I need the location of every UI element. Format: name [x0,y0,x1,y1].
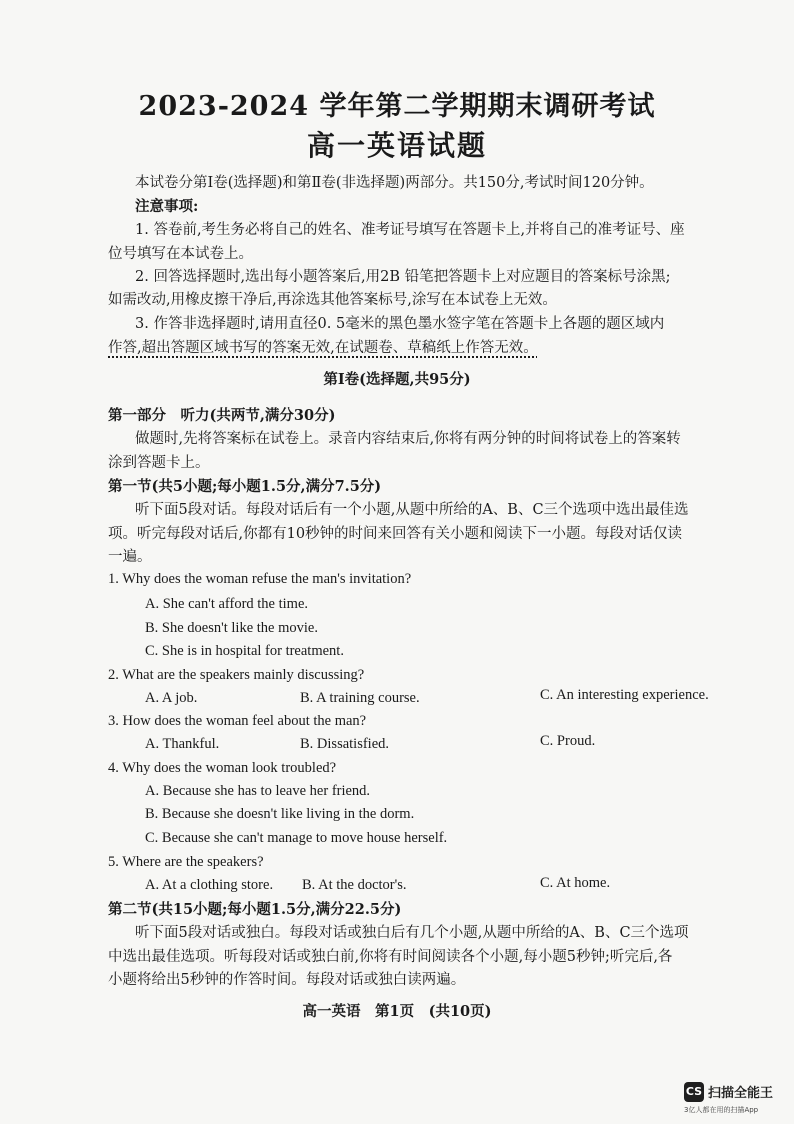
section1-heading: 第一节(共5小题;每小题1.5分,满分7.5分) [108,478,382,495]
note-1b: 位号填写在本试卷上。 [108,246,253,262]
exam-title: 2023-2024 学年第二学期期末调研考试 [138,91,656,122]
question-5-option-a: A. At a clothing store. [145,877,274,893]
volume1-heading: 第Ⅰ卷(选择题,共95分) [323,371,471,388]
question-4-option-b: B. Because she doesn't like living in the dorm. [145,806,415,822]
intro-summary: 本试卷分第Ⅰ卷(选择题)和第Ⅱ卷(非选择题)两部分。共150分,考试时间120分钟。 [135,175,654,191]
part1-heading: 第一部分 听力(共两节,满分30分) [108,407,336,424]
section2-desc-b: 中选出最佳选项。听每段对话或独白前,你将有时间阅读各个小题,每小题5秒钟;听完后,各 [108,949,673,965]
question-1-stem: 1. Why does the woman refuse the man's invitation? [108,571,412,587]
note-3b: 作答,超出答题区域书写的答案无效,在试题卷、草稿纸上作答无效。 [108,340,538,356]
question-5-option-c: C. At home. [540,875,611,891]
camscanner-watermark: 扫描全能王 [708,1086,774,1101]
note-2b: 如需改动,用橡皮擦干净后,再涂选其他答案标号,涂写在本试卷上无效。 [108,292,557,308]
part1-desc-a: 做题时,先将答案标在试卷上。录音内容结束后,你将有两分钟的时间将试卷上的答案转 [135,431,681,447]
note-3a: 3. 作答非选择题时,请用直径0. 5毫米的黑色墨水签字笔在答题卡上各题的题区域内 [135,316,665,332]
question-3-stem: 3. How does the woman feel about the man? [108,713,367,729]
question-2-option-c: C. An interesting experience. [540,687,709,703]
question-3-option-a: A. Thankful. [145,736,220,752]
question-2-stem: 2. What are the speakers mainly discussing? [108,667,365,683]
question-4-stem: 4. Why does the woman look troubled? [108,760,337,776]
question-1-option-a: A. She can't afford the time. [145,596,309,612]
question-5-option-b: B. At the doctor's. [302,877,407,893]
notes-title: 注意事项: [135,198,199,215]
page-footer: 高一英语 第1页 (共10页) [302,1003,492,1020]
question-1-option-b: B. She doesn't like the movie. [145,620,318,636]
question-1-option-c: C. She is in hospital for treatment. [145,643,344,659]
question-4-option-c: C. Because she can't manage to move house herself. [145,830,448,846]
note-1a: 1. 答卷前,考生务必将自己的姓名、准考证号填写在答题卡上,并将自己的准考证号、座 [135,222,685,238]
section2-desc-a: 听下面5段对话或独白。每段对话或独白后有几个小题,从题中所给的A、B、C三个选项 [135,925,689,941]
note-2a: 2. 回答选择题时,选出每小题答案后,用2B 铅笔把答题卡上对应题目的答案标号涂黑; [135,269,671,285]
exam-subtitle: 高一英语试题 [306,129,487,162]
section2-heading: 第二节(共15小题;每小题1.5分,满分22.5分) [108,901,402,918]
question-5-stem: 5. Where are the speakers? [108,854,264,870]
section1-desc-a: 听下面5段对话。每段对话后有一个小题,从题中所给的A、B、C三个选项中选出最佳选 [135,502,689,518]
section2-desc-c: 小题将给出5秒钟的作答时间。每段对话或独白读两遍。 [108,972,466,988]
question-2-option-b: B. A training course. [300,690,420,706]
section1-desc-b: 项。听完每段对话后,你都有10秒钟的时间来回答有关小题和阅读下一小题。每段对话仅读 [108,526,683,542]
question-2-option-a: A. A job. [145,690,198,706]
question-3-option-c: C. Proud. [540,733,596,749]
question-3-option-b: B. Dissatisfied. [300,736,390,752]
part1-desc-b: 涂到答题卡上。 [108,455,210,471]
camscanner-tagline: 3亿人都在用的扫描App [684,1106,759,1114]
camscanner-logo-icon: CS [684,1082,704,1102]
question-4-option-a: A. Because she has to leave her friend. [145,783,371,799]
section1-desc-c: 一遍。 [108,549,152,565]
